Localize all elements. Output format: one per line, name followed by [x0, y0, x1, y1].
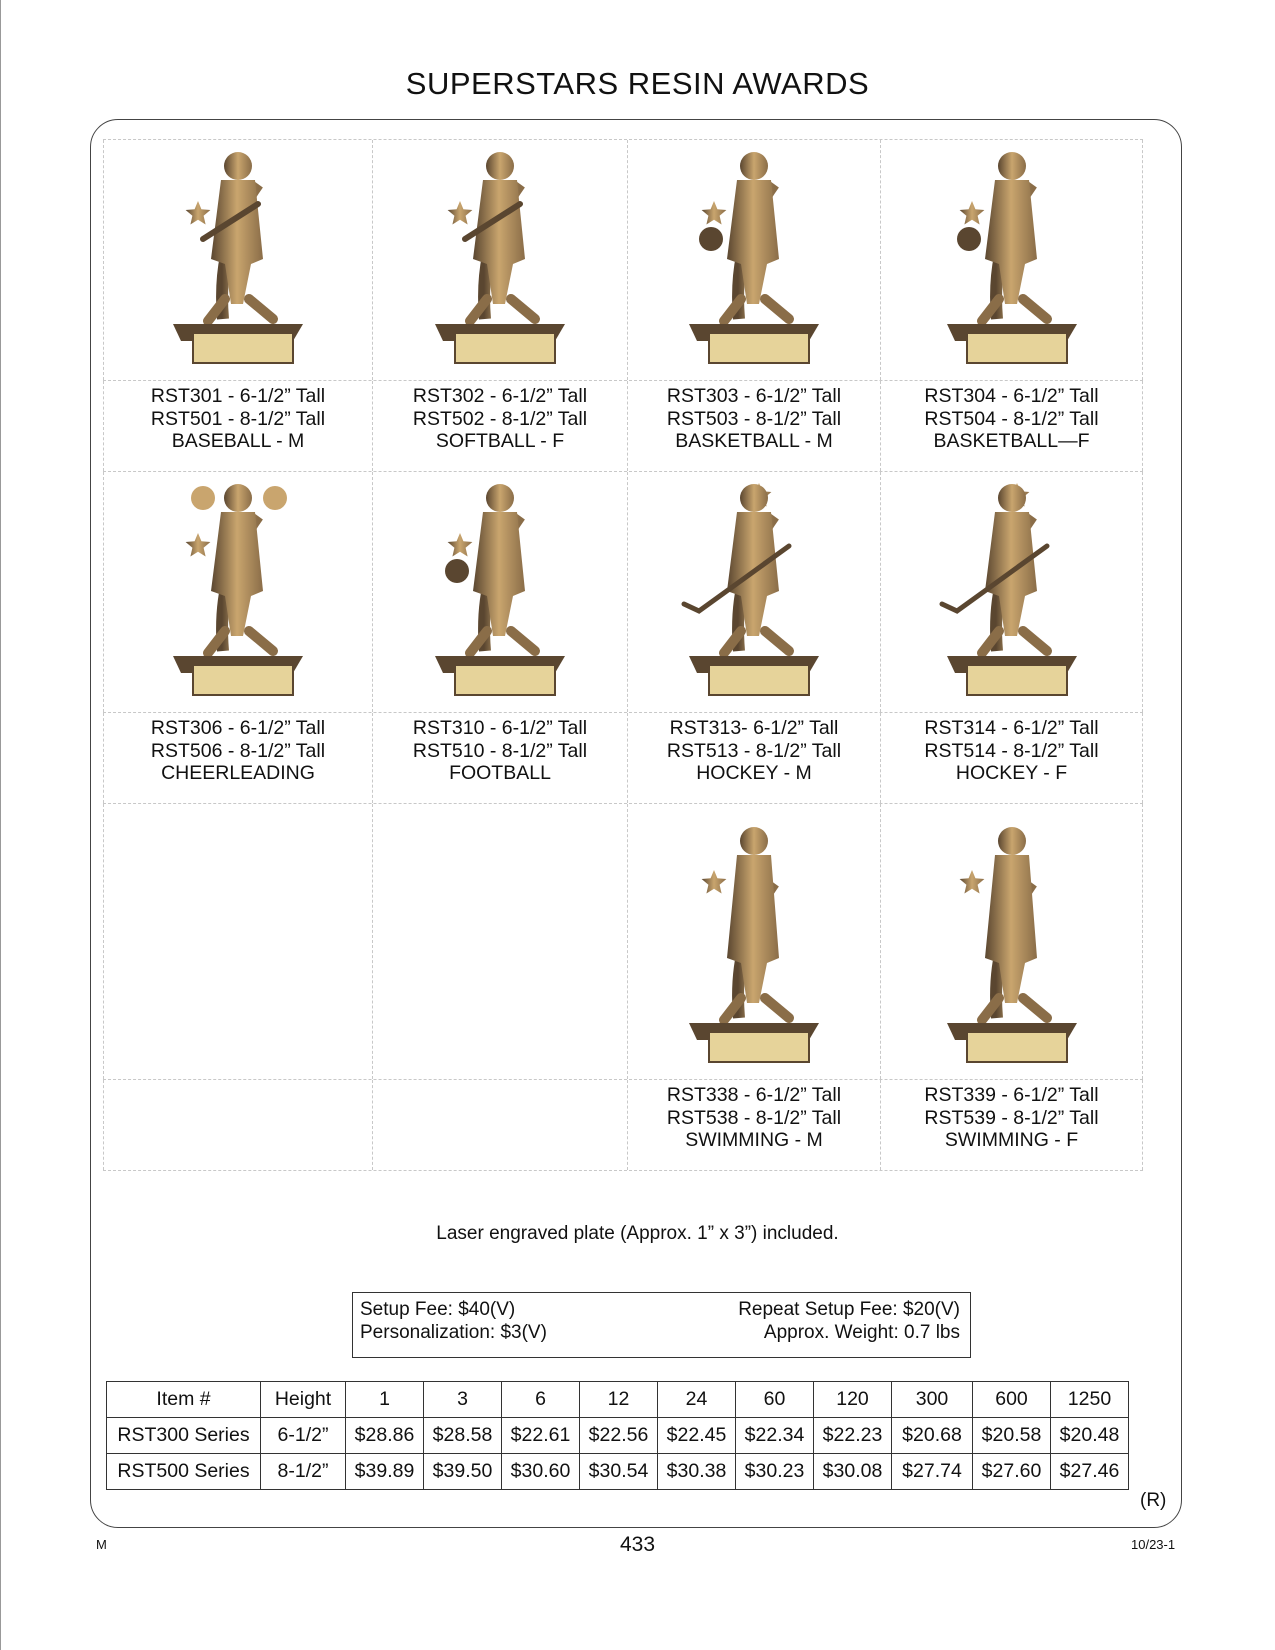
award-caption: RST304 - 6-1/2” Tall RST504 - 8-1/2” Tall BASKETBALL—F	[881, 381, 1143, 471]
fees-box	[352, 1292, 971, 1358]
table-cell: $27.60	[973, 1454, 1051, 1490]
award-caption: RST310 - 6-1/2” Tall RST510 - 8-1/2” Tall FOOTBALL	[373, 713, 628, 803]
award-image-cell	[881, 804, 1143, 1079]
repeat-setup-fee: Repeat Setup Fee: $20(V)	[738, 1299, 960, 1320]
price-table	[106, 1381, 1129, 1490]
empty-cell	[373, 1080, 628, 1170]
hockey-female-trophy-image	[937, 476, 1087, 706]
caption-row-1	[103, 381, 1143, 472]
header-cell: 60	[736, 1382, 814, 1418]
basketball-trophy-image	[679, 144, 829, 374]
swimming-trophy-image	[679, 813, 829, 1073]
price-table-header	[107, 1382, 1129, 1418]
award-image-cell	[373, 140, 628, 380]
hockey-trophy-image	[679, 476, 829, 706]
award-image-cell	[628, 140, 881, 380]
table-row	[107, 1454, 1129, 1490]
image-row-1	[103, 139, 1143, 381]
basketball-female-trophy-image	[937, 144, 1087, 374]
table-cell: $28.86	[346, 1418, 424, 1454]
table-cell: $27.74	[892, 1454, 973, 1490]
setup-fee: Setup Fee: $40(V)	[360, 1299, 516, 1320]
table-cell: $20.68	[892, 1418, 973, 1454]
table-cell: $20.58	[973, 1418, 1051, 1454]
page-number: 433	[619, 1533, 656, 1556]
table-cell: $22.23	[814, 1418, 892, 1454]
header-cell: 3	[424, 1382, 502, 1418]
table-cell: $30.08	[814, 1454, 892, 1490]
cheerleading-trophy-image	[163, 476, 313, 706]
empty-cell	[103, 1080, 373, 1170]
header-cell: 24	[658, 1382, 736, 1418]
header-cell: 600	[973, 1382, 1051, 1418]
table-cell: $39.89	[346, 1454, 424, 1490]
softball-trophy-image	[425, 144, 575, 374]
table-row	[107, 1418, 1129, 1454]
table-cell: $22.45	[658, 1418, 736, 1454]
header-cell: 12	[580, 1382, 658, 1418]
award-image-cell	[373, 472, 628, 712]
award-caption: RST302 - 6-1/2” Tall RST502 - 8-1/2” Tall SOFTBALL - F	[373, 381, 628, 471]
table-cell: RST300 Series	[107, 1418, 261, 1454]
award-image-cell	[628, 804, 881, 1079]
award-caption: RST303 - 6-1/2” Tall RST503 - 8-1/2” Tall BASKETBALL - M	[628, 381, 881, 471]
approx-weight: Approx. Weight: 0.7 lbs	[763, 1322, 960, 1343]
table-cell: $30.38	[658, 1454, 736, 1490]
page-title: SUPERSTARS RESIN AWARDS	[405, 66, 870, 101]
header-cell: 1250	[1051, 1382, 1129, 1418]
header-cell: 120	[814, 1382, 892, 1418]
football-trophy-image	[425, 476, 575, 706]
table-cell: RST500 Series	[107, 1454, 261, 1490]
page-edge-line	[0, 0, 1, 1650]
table-cell: $20.48	[1051, 1418, 1129, 1454]
plate-note: Laser engraved plate (Approx. 1” x 3”) included.	[436, 1223, 839, 1244]
header-cell: Height	[261, 1382, 346, 1418]
caption-row-3	[103, 1080, 1143, 1171]
image-row-3	[103, 804, 1143, 1080]
award-image-cell	[881, 140, 1143, 380]
table-cell: $22.34	[736, 1418, 814, 1454]
award-image-cell	[103, 472, 373, 712]
empty-cell	[373, 804, 628, 1079]
award-image-cell	[103, 140, 373, 380]
award-caption: RST301 - 6-1/2” Tall RST501 - 8-1/2” Tall BASEBALL - M	[103, 381, 373, 471]
header-cell: 6	[502, 1382, 580, 1418]
table-cell: $22.56	[580, 1418, 658, 1454]
table-cell: $28.58	[424, 1418, 502, 1454]
table-cell: $39.50	[424, 1454, 502, 1490]
header-cell: 300	[892, 1382, 973, 1418]
award-caption: RST314 - 6-1/2” Tall RST514 - 8-1/2” Tall HOCKEY - F	[881, 713, 1143, 803]
registered-mark: (R)	[1140, 1490, 1167, 1511]
personalization-fee: Personalization: $3(V)	[360, 1322, 547, 1343]
header-cell: 1	[346, 1382, 424, 1418]
award-caption: RST306 - 6-1/2” Tall RST506 - 8-1/2” Tall CHEERLEADING	[103, 713, 373, 803]
caption-row-2	[103, 713, 1143, 804]
table-cell: 8-1/2”	[261, 1454, 346, 1490]
table-cell: $22.61	[502, 1418, 580, 1454]
footer-left-code: M	[96, 1537, 107, 1552]
award-caption: RST338 - 6-1/2” Tall RST538 - 8-1/2” Tall SWIMMING - M	[628, 1080, 881, 1170]
swimming-female-trophy-image	[937, 813, 1087, 1073]
award-caption: RST313- 6-1/2” Tall RST513 - 8-1/2” Tall HOCKEY - M	[628, 713, 881, 803]
award-image-cell	[628, 472, 881, 712]
image-row-2	[103, 472, 1143, 713]
award-image-cell	[881, 472, 1143, 712]
empty-cell	[103, 804, 373, 1079]
table-cell: 6-1/2”	[261, 1418, 346, 1454]
table-cell: $27.46	[1051, 1454, 1129, 1490]
revision-code: 10/23-1	[1131, 1537, 1176, 1552]
baseball-trophy-image	[163, 144, 313, 374]
award-caption: RST339 - 6-1/2” Tall RST539 - 8-1/2” Tall SWIMMING - F	[881, 1080, 1143, 1170]
table-cell: $30.54	[580, 1454, 658, 1490]
header-cell: Item #	[107, 1382, 261, 1418]
award-grid	[103, 139, 1143, 1171]
table-cell: $30.60	[502, 1454, 580, 1490]
table-cell: $30.23	[736, 1454, 814, 1490]
